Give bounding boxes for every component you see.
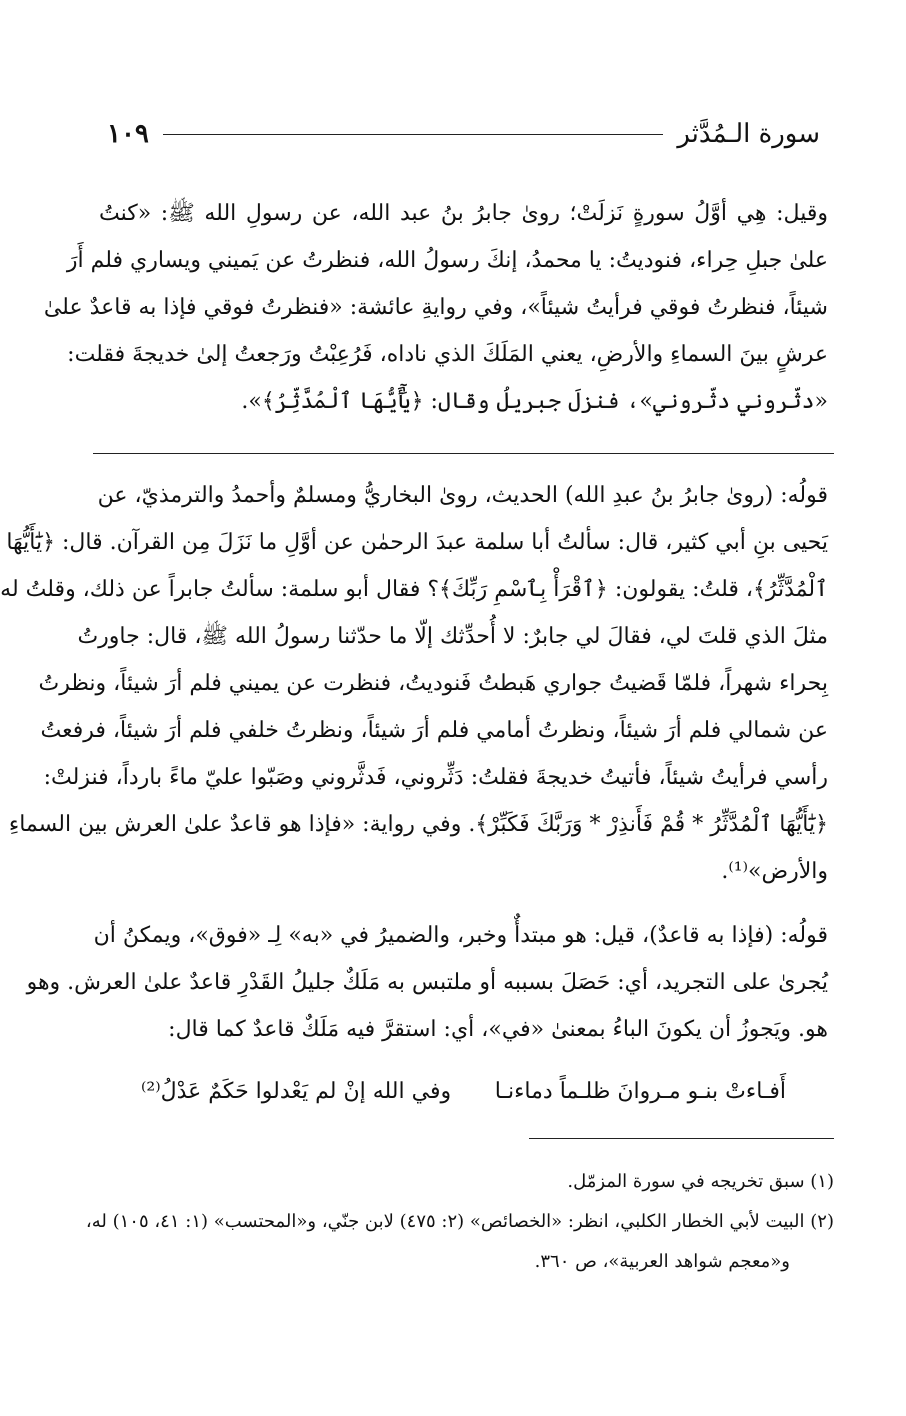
- text-line: عرشٍ بينَ السماءِ والأرضِ، يعني المَلَكَ الذي ناداه، فَرُعِبْتُ ورَجعتُ إلىٰ خديجةَ فقلت:: [67, 342, 828, 367]
- text-line: عن شمالي فلم أرَ شيئاً، ونظرتُ أمامي فلم أرَ شيئاً، ونظرتُ خلفي فلم أرَ شيئاً، فرفعتُ: [40, 718, 828, 743]
- footnotes: [85, 1162, 834, 1282]
- text-line: وقيل: هِي أوَّلُ سورةٍ نَزلَتْ؛ روىٰ جابرُ بنُ عبد الله، عن رسولِ الله ﷺ: «كنتُ: [99, 201, 828, 226]
- running-header: [107, 112, 820, 156]
- footnote-1: (١) سبق تخريجه في سورة المزمّل.: [567, 1171, 834, 1192]
- page-number: ١٠٩: [107, 119, 149, 149]
- header-rule: [163, 134, 663, 135]
- poetry-verse: [141, 1066, 786, 1116]
- text-line: علىٰ جبلِ حِراء، فنوديتُ: يا محمدُ، إنكَ رسولُ الله، فنظرتُ عن يَميني ويساري فلم أَرَ: [66, 248, 828, 273]
- footnote-separator: [529, 1138, 834, 1139]
- text-line: «دثّروني دثّروني»، فنزلَ جبريلُ وقال: ﴿يَٰٓأَيُّهَا ٱلْمُدَّثِّرُ﴾».: [241, 389, 828, 414]
- text-line: والأرض»⁽¹⁾.: [721, 859, 828, 884]
- commentary-paragraph: [0, 472, 828, 895]
- text-line: ٱلْمُدَّثِّرُ﴾، قلتُ: يقولون: ﴿ٱقْرَأْ بِٱسْمِ رَبِّكَ﴾؟ فقال أبو سلمة: سألتُ جابراً عن ذلك، وقلتُ له: [0, 577, 828, 602]
- commentary-paragraph-2: [26, 912, 828, 1053]
- footnote-2-continued: و«معجم شواهد العربية»، ص ٣٦٠.: [534, 1251, 790, 1272]
- text-commentary-divider: [93, 453, 834, 454]
- surah-title: سورة الـمُدَّثر: [677, 119, 820, 149]
- text-line: مثلَ الذي قلتَ لي، فقالَ لي جابرٌ: لا أُحدِّثك إلّا ما حدّثنا رسولُ الله ﷺ، قال: جاورتُ: [77, 624, 828, 649]
- main-text: [43, 190, 828, 425]
- text-line: يُجرىٰ على التجريد، أي: حَصَلَ بسببه أو ملتبس به مَلَكٌ جليلُ القَدْرِ قاعدٌ علىٰ العرش. وهو: [26, 970, 828, 995]
- text-line: ﴿يَٰٓأَيُّهَا ٱلْمُدَّثِّرُ * قُمْ فَأَنذِرْ * وَرَبَّكَ فَكَبِّرْ﴾. وفي رواية: «فإذا هو قاعدٌ علىٰ العرش بين السماءِ: [8, 812, 828, 837]
- text-line: رأسي فرأيتُ شيئاً، فأتيتُ خديجةَ فقلتُ: دَثِّروني، فَدثَّروني وصَبّوا عليّ ماءً بارداً، فنزلتْ:: [43, 765, 828, 790]
- text-line: شيئاً، فنظرتُ فوقي فرأيتُ شيئاً»، وفي روايةِ عائشة: «فنظرتُ فوقي فإذا به قاعدٌ علىٰ: [43, 295, 828, 320]
- footnote-2: (٢) البيت لأبي الخطار الكلبي، انظر: «الخصائص» (٢: ٤٧٥) لابن جنّي، و«المحتسب» (١: ٤١، ١٠٥) له،: [85, 1211, 834, 1232]
- text-line: بِحراء شهراً، فلمّا قَضيتُ جواري هَبطتُ فَنوديتُ، فنظرت عن يميني فلم أرَ شيئاً، ونظرتُ: [38, 671, 828, 696]
- text-line: يَحيى بنِ أبي كثير، قال: سألتُ أبا سلمة عبدَ الرحمٰن عن أوَّلِ ما نَزَلَ مِن القرآن. قال: ﴿يَٰٓأَيُّهَا: [6, 530, 828, 555]
- text-line: هو. ويَجوزُ أن يكونَ الباءُ بمعنىٰ «في»، أي: استقرَّ فيه مَلَكٌ قاعدٌ كما قال:: [168, 1017, 828, 1042]
- text-line: قولُه: (روىٰ جابرُ بنُ عبدِ الله) الحديث، روىٰ البخاريُّ ومسلمٌ وأحمدُ والترمذيّ، عن: [97, 483, 828, 508]
- text-line: قولُه: (فإذا به قاعدٌ)، قيل: هو مبتدأٌ وخبر، والضميرُ في «به» لِـ «فوق»، ويمكنُ أن: [93, 923, 828, 948]
- verse-first-hemistich: أَفـاءتْ بنـو مـروانَ ظلـماً دماءنـا: [494, 1078, 786, 1104]
- verse-second-hemistich: وفي الله إنْ لم يَعْدلوا حَكَمٌ عَدْلُ⁽²⁾: [141, 1078, 452, 1104]
